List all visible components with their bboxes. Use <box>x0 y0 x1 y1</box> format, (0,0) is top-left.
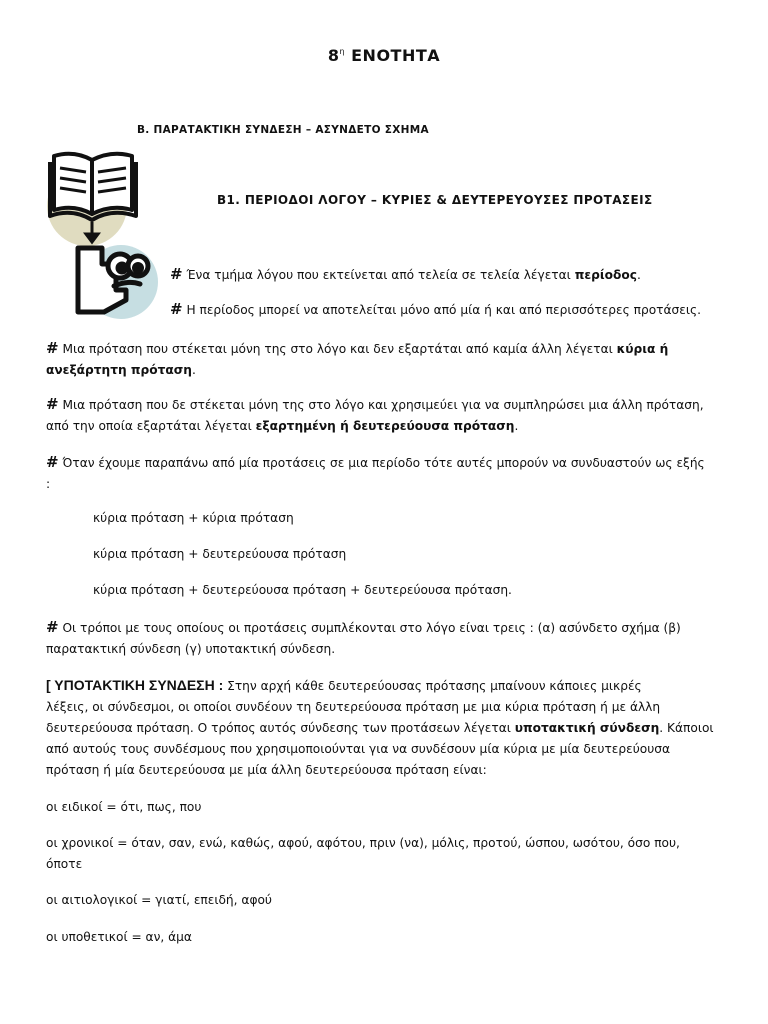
conjunctions-aitiologikoi: οι αιτιολογικοί = γιατί, επειδή, αφού <box>46 893 272 907</box>
open-book-icon <box>50 154 136 220</box>
hash-bullet: # <box>46 395 59 413</box>
conjunctions-eidikoi: οι ειδικοί = ότι, πως, που <box>46 800 202 814</box>
paragraph-combinations-intro: # Όταν έχουμε παραπάνω από μία προτάσεις σε μια περίοδο τότε αυτές μπορούν να συνδυαστούν ως εξής : <box>46 453 705 491</box>
hash-bullet: # <box>170 300 183 318</box>
clipart-group <box>44 148 164 333</box>
list-item: κύρια πρόταση + δευτερεύουσα πρόταση <box>93 547 347 561</box>
paragraph-period-composition: # Η περίοδος μπορεί να αποτελείται μόνο από μία ή και από περισσότερες προτάσεις. <box>170 300 701 318</box>
paragraph-main-clause: # Μια πρόταση που στέκεται μόνη της στο λόγο και δεν εξαρτάται από καμία άλλη λέγεται κύρια ή ανεξάρτητη πρόταση. <box>46 339 669 377</box>
hash-bullet: # <box>46 618 59 636</box>
section-subtitle: Β. ΠΑΡΑΤΑΚΤΙΚΗ ΣΥΝΔΕΣΗ – ΑΣΥΝΔΕΤΟ ΣΧΗΜΑ <box>137 124 429 136</box>
hash-bullet: # <box>170 265 183 283</box>
list-item: κύρια πρόταση + κύρια πρόταση <box>93 511 294 525</box>
paragraph-subordinate-connection: [ ΥΠΟΤΑΚΤΙΚΗ ΣΥΝΔΕΣΗ : Στην αρχή κάθε δευτερεύουσας πρότασης μπαίνουν κάποιες μικρές λέξεις, οι σύνδεσμοι, οι οποίοι συνδέουν τη δευτερεύουσα πρόταση με μια κύρια πρόταση ή με άλλη δευτερεύουσα πρόταση. Ο τρόπος αυτός σύνδεσης των προτάσεων λέγεται υποτακτική σύνδεση. Κάποιοι από αυτούς τους συνδέσμους που χρησιμοποιούνται για να συνδέσουν μία κύρια με μία δευτερεύουσα πρόταση ή μία δευτερεύουσα με μία άλλη δευτερεύουσα πρόταση είναι: <box>46 677 714 777</box>
section-heading-b1: Β1. ΠΕΡΙΟΔΟΙ ΛΟΓΟΥ – ΚΥΡΙΕΣ & ΔΕΥΤΕΡΕΥΟΥΣΕΣ ΠΡΟΤΑΣΕΙΣ <box>217 193 653 207</box>
paragraph-subordinate-clause: # Μια πρόταση που δε στέκεται μόνη της στο λόγο και χρησιμεύει για να συμπληρώσει μια άλλη πρόταση, από την οποία εξαρτάται λέγεται εξαρτημένη ή δευτερεύουσα πρόταση. <box>46 395 704 433</box>
hash-bullet: # <box>46 453 59 471</box>
paragraph-period-definition: # Ένα τμήμα λόγου που εκτείνεται από τελεία σε τελεία λέγεται περίοδος. <box>170 265 641 283</box>
list-item: κύρια πρόταση + δευτερεύουσα πρόταση + δευτερεύουσα πρόταση. <box>93 583 512 597</box>
conjunctions-ypothetikoi: οι υποθετικοί = αν, άμα <box>46 930 192 944</box>
page-title: $8^\eta$ ΕΝΟΤΗΤΑ <box>327 46 441 65</box>
conjunctions-xronikoi: οι χρονικοί = όταν, σαν, ενώ, καθώς, αφού, αφότου, πριν (να), μόλις, προτού, ώσπου, ωσότου, όσο που, όποτε <box>46 836 680 871</box>
hash-bullet: # <box>46 339 59 357</box>
paragraph-connection-types: # Οι τρόποι με τους οποίους οι προτάσεις συμπλέκονται στο λόγο είναι τρεις : (α) ασύνδετο σχήμα (β) παρατακτική σύνδεση (γ) υποτακτική σύνδεση. <box>46 618 681 656</box>
subordinate-connection-heading: [ ΥΠΟΤΑΚΤΙΚΗ ΣΥΝΔΕΣΗ : <box>46 677 224 693</box>
